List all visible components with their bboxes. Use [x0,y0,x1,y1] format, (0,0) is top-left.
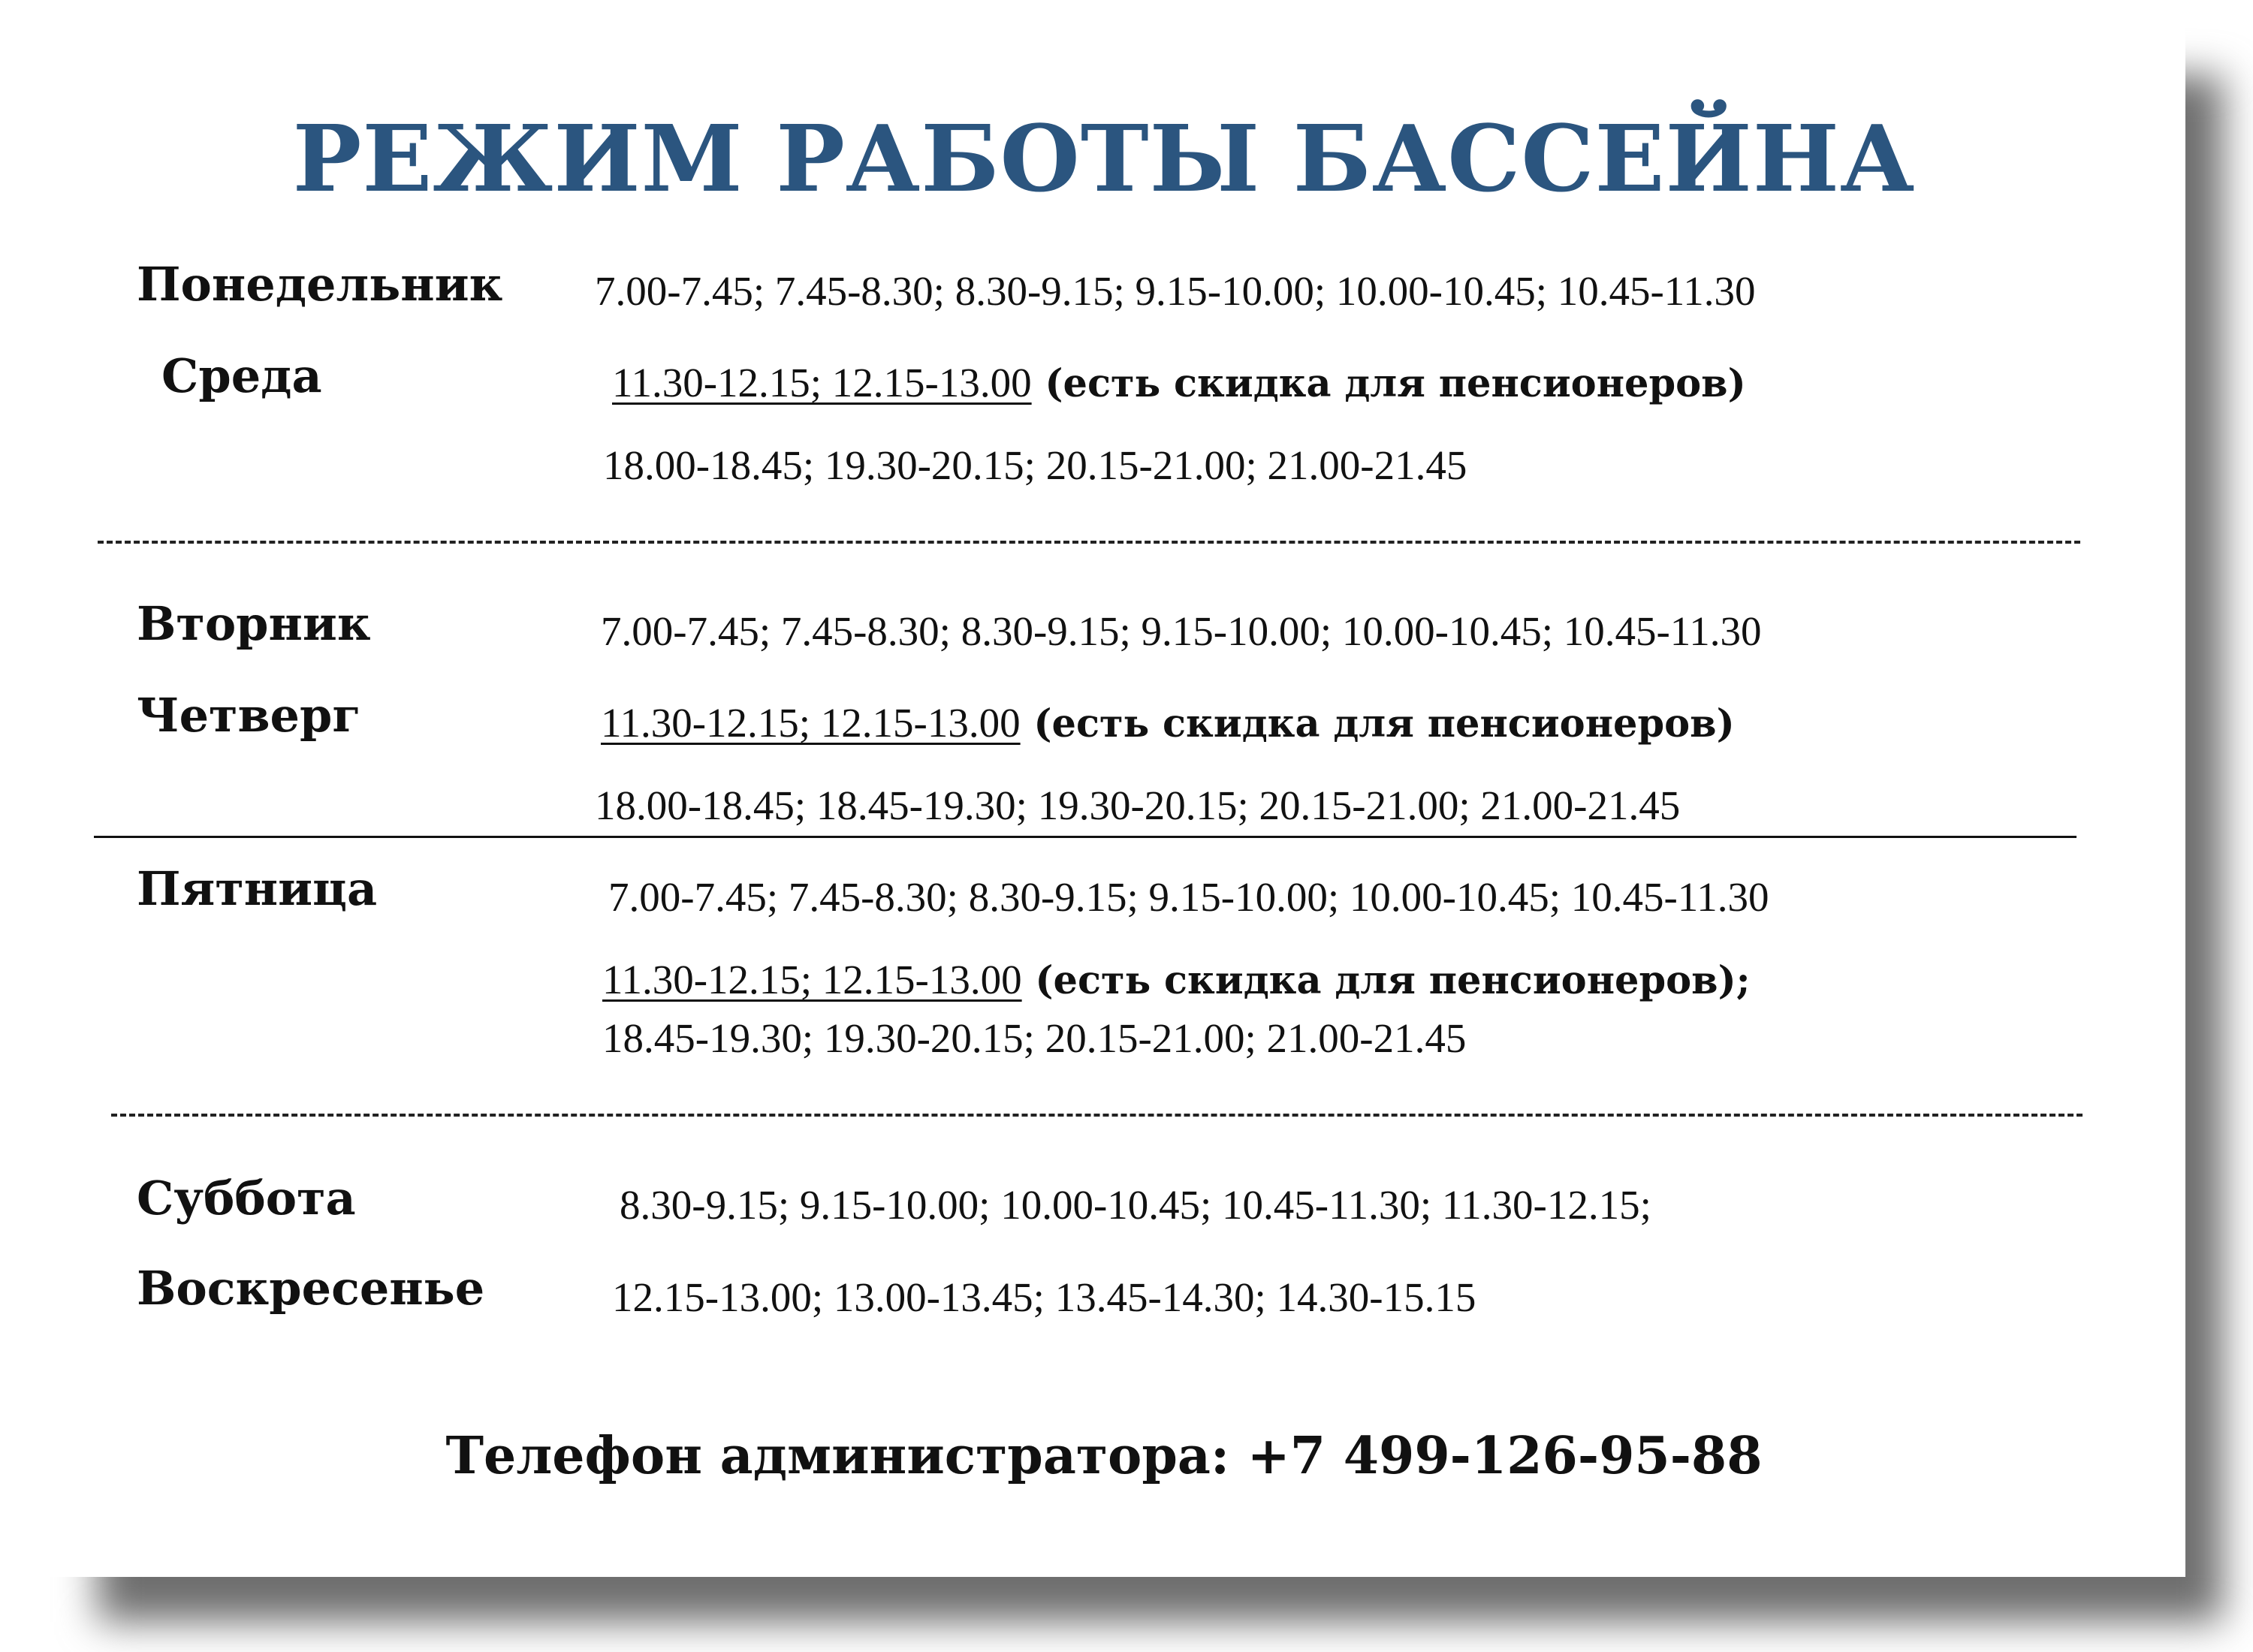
fri-senior-times [602,957,1751,1003]
solid-separator [94,836,2077,838]
weekend-afternoon-times: 12.15-13.00; 13.00-13.45; 13.45-14.30; 14.30-15.15 [612,1274,1476,1320]
day-label-tuesday: Вторник [137,596,371,651]
day-label-sunday: Воскресенье [137,1261,485,1316]
day-label-thursday: Четверг [137,688,361,743]
page-title: РЕЖИМ РАБОТЫ БАССЕЙНА [292,104,1916,213]
fri-senior-slots: 11.30-12.15; 12.15-13.00 [602,957,1022,1002]
admin-phone: Телефон администратора: +7 499-126-95-88 [445,1426,1763,1486]
tue-thu-senior-slots: 11.30-12.15; 12.15-13.00 [601,700,1021,746]
schedule-sheet [23,23,2185,1577]
mon-wed-senior-discount-note: (есть скидка для пенсионеров) [1031,361,1746,406]
weekend-morning-times: 8.30-9.15; 9.15-10.00; 10.00-10.45; 10.45-11.30; 11.30-12.15; [620,1182,1651,1228]
fri-senior-discount-note: (есть скидка для пенсионеров); [1021,958,1751,1003]
day-label-friday: Пятница [137,861,378,916]
day-label-wednesday: Среда [161,348,322,403]
dashed-separator-1 [98,541,2080,544]
mon-wed-morning-times: 7.00-7.45; 7.45-8.30; 8.30-9.15; 9.15-10.00; 10.00-10.45; 10.45-11.30 [595,268,1756,314]
day-label-monday: Понедельник [137,257,503,312]
fri-morning-times: 7.00-7.45; 7.45-8.30; 8.30-9.15; 9.15-10.00; 10.00-10.45; 10.45-11.30 [608,874,1769,920]
tue-thu-evening-times: 18.00-18.45; 18.45-19.30; 19.30-20.15; 20.15-21.00; 21.00-21.45 [595,782,1681,828]
tue-thu-senior-discount-note: (есть скидка для пенсионеров) [1020,701,1735,746]
mon-wed-senior-slots: 11.30-12.15; 12.15-13.00 [612,360,1032,405]
mon-wed-evening-times: 18.00-18.45; 19.30-20.15; 20.15-21.00; 21.00-21.45 [603,442,1467,488]
fri-evening-times: 18.45-19.30; 19.30-20.15; 20.15-21.00; 21.00-21.45 [602,1015,1467,1061]
tue-thu-senior-times [601,700,1735,746]
tue-thu-morning-times: 7.00-7.45; 7.45-8.30; 8.30-9.15; 9.15-10.00; 10.00-10.45; 10.45-11.30 [601,608,1762,654]
mon-wed-senior-times [612,360,1746,406]
dashed-separator-2 [111,1114,2083,1117]
day-label-saturday: Суббота [137,1171,356,1225]
